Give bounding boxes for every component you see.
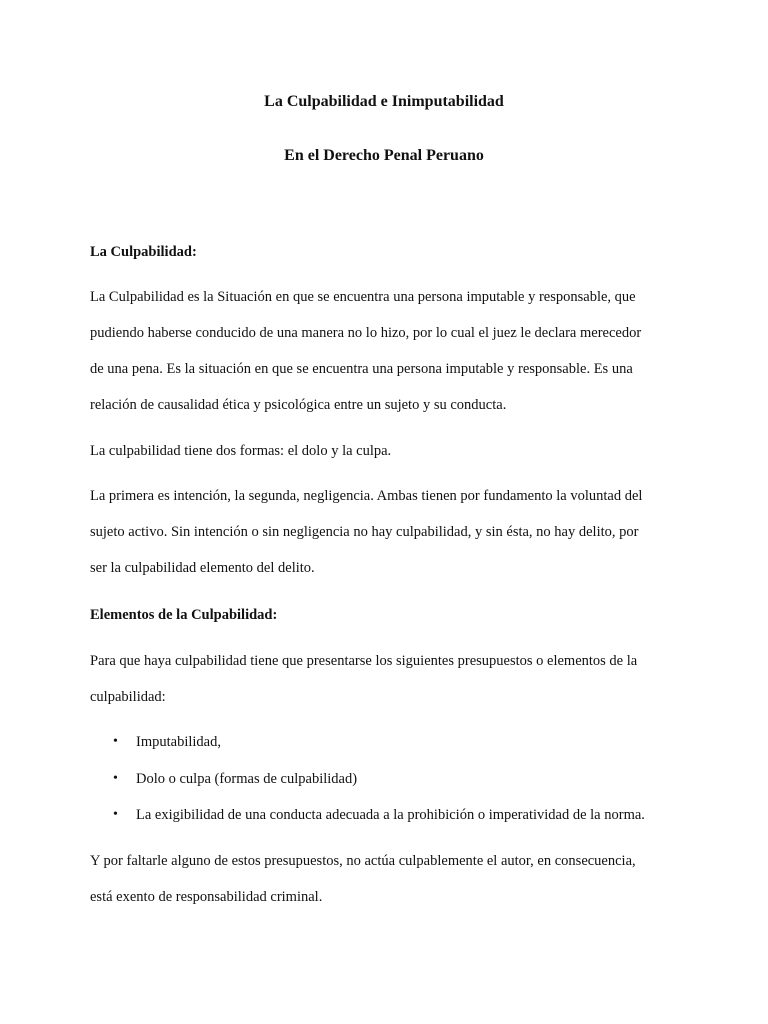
paragraph-line: culpabilidad: xyxy=(90,689,166,705)
paragraph-line: está exento de responsabilidad criminal. xyxy=(90,889,323,905)
list-item: La exigibilidad de una conducta adecuada a la prohibición o imperatividad de la norma. xyxy=(136,807,645,823)
paragraph-line: Para que haya culpabilidad tiene que presentarse los siguientes presupuestos o elementos de la xyxy=(90,653,638,669)
list-item: Dolo o culpa (formas de culpabilidad) xyxy=(136,771,358,787)
paragraph-line: La culpabilidad tiene dos formas: el dolo y la culpa. xyxy=(90,443,392,459)
paragraph-line: pudiendo haberse conducido de una manera no lo hizo, por lo cual el juez le declara merecedor xyxy=(90,325,642,341)
paragraph-line: La primera es intención, la segunda, negligencia. Ambas tienen por fundamento la voluntad del xyxy=(90,488,643,504)
paragraph-line: de una pena. Es la situación en que se encuentra una persona imputable y responsable. Es una xyxy=(90,361,633,377)
section-heading-culpabilidad: La Culpabilidad: xyxy=(90,244,197,260)
paragraph-line: sujeto activo. Sin intención o sin negligencia no hay culpabilidad, y sin ésta, no hay delito, por xyxy=(90,524,639,540)
paragraph-line: La Culpabilidad es la Situación en que se encuentra una persona imputable y responsable, que xyxy=(90,289,636,305)
paragraph-line: Y por faltarle alguno de estos presupuestos, no actúa culpablemente el autor, en consecuencia, xyxy=(90,853,636,869)
bullet-icon: • xyxy=(113,771,118,786)
list-item: Imputabilidad, xyxy=(136,734,221,750)
document-subtitle: En el Derecho Penal Peruano xyxy=(284,147,484,164)
document-title: La Culpabilidad e Inimputabilidad xyxy=(264,93,504,110)
bullet-icon: • xyxy=(113,807,118,822)
paragraph-line: ser la culpabilidad elemento del delito. xyxy=(90,560,315,576)
section-heading-elementos: Elementos de la Culpabilidad: xyxy=(90,607,278,623)
bullet-icon: • xyxy=(113,734,118,749)
paragraph-line: relación de causalidad ética y psicológica entre un sujeto y su conducta. xyxy=(90,397,507,413)
